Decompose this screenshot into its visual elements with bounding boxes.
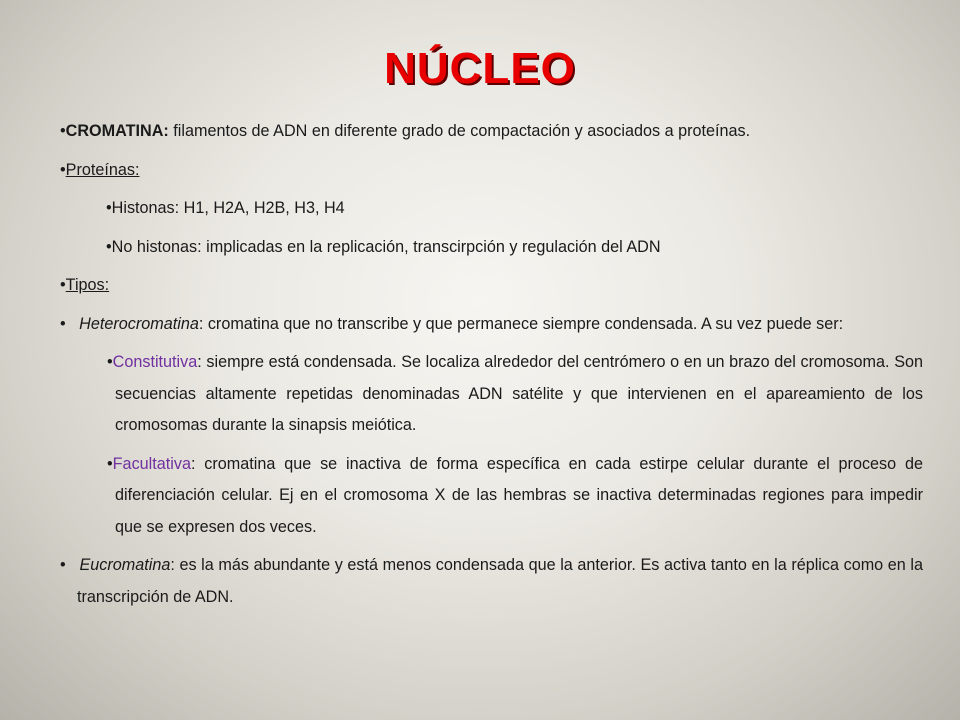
bullet-glyph: • <box>60 556 66 574</box>
bullet-glyph: • <box>60 122 66 140</box>
facultativa-term: Facultativa <box>112 454 191 473</box>
bullet-facultativa <box>60 449 923 544</box>
bullet-cromatina <box>60 116 923 148</box>
slide-body <box>60 116 923 613</box>
bullet-heterocromatina <box>60 309 923 341</box>
bullet-glyph: • <box>60 314 66 333</box>
constitutiva-text: : siempre está condensada. Se localiza alrededor del centrómero o en un brazo del cromosoma. Son secuencias altamente repetidas denominadas ADN satélite y que intervienen en el apareamiento de los cromosomas durante la sinapsis meiótica. <box>115 353 923 434</box>
bullet-constitutiva <box>60 347 923 442</box>
bullet-no-histonas <box>60 232 923 264</box>
cromatina-text: filamentos de ADN en diferente grado de compactación y asociados a proteínas. <box>168 122 751 140</box>
heterocromatina-term: Heterocromatina <box>79 314 199 333</box>
proteinas-label: Proteínas: <box>65 160 140 179</box>
bullet-glyph: • <box>107 454 113 473</box>
bullet-glyph: • <box>106 199 112 217</box>
eucromatina-text: : es la más abundante y está menos condensada que la anterior. Es activa tanto en la réplica como en la transcripción de ADN. <box>77 556 924 606</box>
bullet-glyph: • <box>60 160 66 179</box>
bullet-eucromatina <box>60 550 923 613</box>
heterocromatina-text: : cromatina que no transcribe y que permanece siempre condensada. A su vez puede ser: <box>198 314 844 333</box>
bullet-glyph: • <box>106 237 112 256</box>
histonas-text: Histonas: H1, H2A, H2B, H3, H4 <box>111 199 345 217</box>
bullet-proteinas <box>60 155 923 187</box>
tipos-label: Tipos: <box>65 276 110 294</box>
bullet-glyph: • <box>60 276 66 294</box>
slide-title: NÚCLEO <box>384 44 576 93</box>
cromatina-term: CROMATINA: <box>65 122 169 140</box>
bullet-histonas <box>60 193 923 225</box>
bullet-tipos <box>60 270 923 302</box>
no-histonas-text: No histonas: implicadas en la replicación, transcirpción y regulación del ADN <box>111 237 661 256</box>
constitutiva-term: Constitutiva <box>112 353 198 371</box>
bullet-glyph: • <box>107 353 113 371</box>
eucromatina-term: Eucromatina <box>79 556 171 574</box>
facultativa-text: : cromatina que se inactiva de forma específica en cada estirpe celular durante el proceso de diferenciación celular. Ej en el cromosoma X de las hembras se inactiva determinadas regiones para impedir que se expresen dos veces. <box>115 454 923 536</box>
